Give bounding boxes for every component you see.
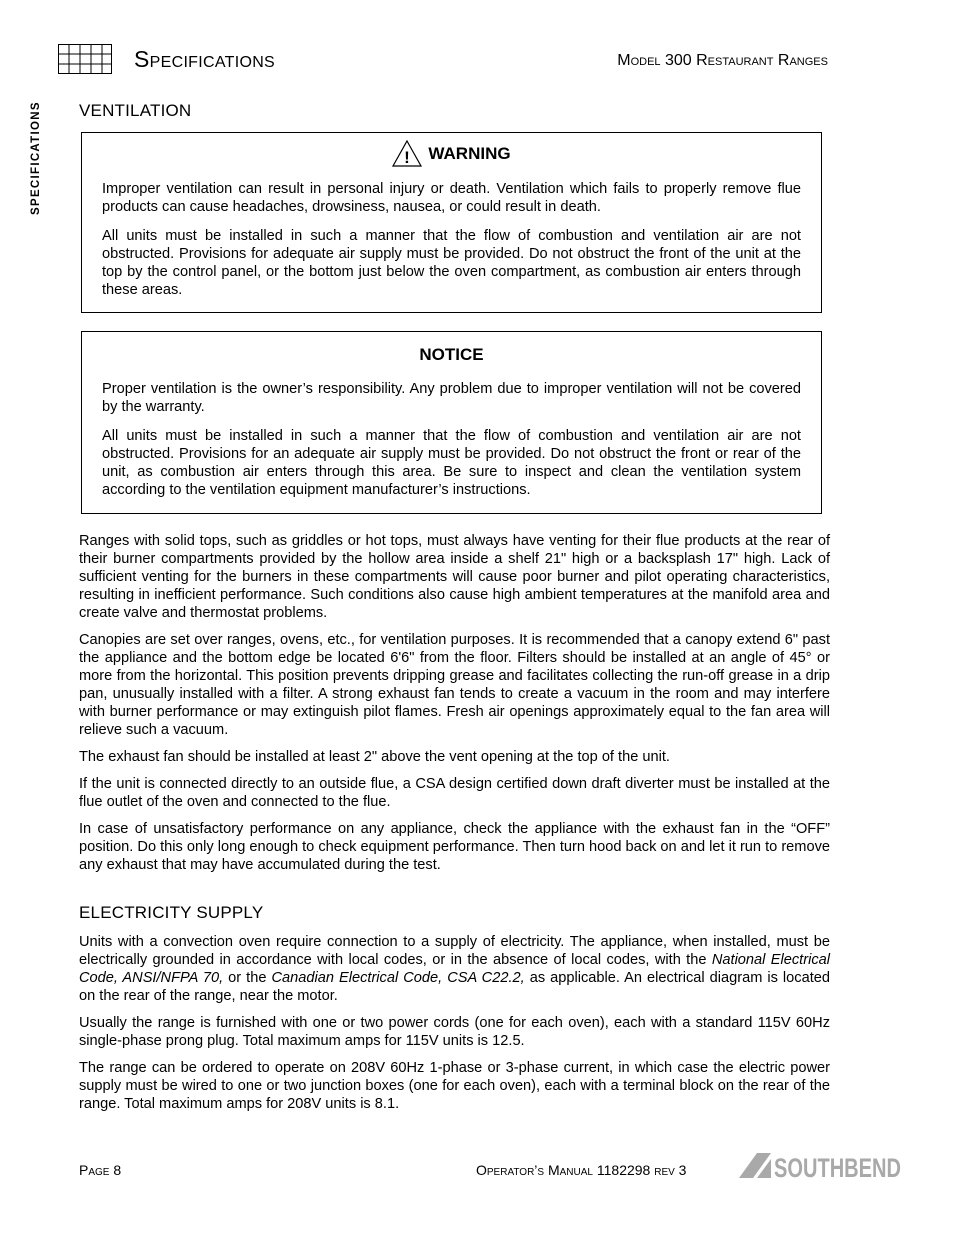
- warning-paragraph: All units must be installed in such a manner that the flow of combustion and ventilation air are not obstructed. Provisions for adequate air supply must be provided. Do not obstruct the front of the unit at the top by the control panel, or the bottom just below the oven compartment, as combustion air enters through these areas.: [102, 228, 801, 298]
- notice-paragraph: Proper ventilation is the owner’s responsibility. Any problem due to improper ventilation will not be covered by the warranty.: [102, 381, 801, 415]
- svg-text:!: !: [404, 148, 411, 167]
- paragraph-text: Units with a convection oven require connection to a supply of electricity. The appliance, when installed, must be electrically grounded in accordance with local codes, or in the absence of local codes, with the: [79, 934, 830, 968]
- body-paragraph: Ranges with solid tops, such as griddles or hot tops, must always have venting for their flue products at the rear of their burner compartments provided by the hollow area inside a shelf 21" high or a backsplash 17" high. Lack of sufficient venting for the burners in these compartments will cause poor burner and pilot operating characteristics, resulting in inefficient performance. Such conditions also cause high ambient temperatures at the manifold area and create valve and thermostat problems.: [79, 533, 830, 621]
- paragraph-text: or the: [223, 970, 272, 986]
- warning-title-row: [102, 140, 801, 167]
- grid-logo-icon: [58, 44, 112, 74]
- body-paragraph: Usually the range is furnished with one or two power cords (one for each oven), each with a standard 115V 60Hz single-phase prong plug. Total maximum amps for 115V units is 12.5.: [79, 1015, 830, 1049]
- southbend-logo-icon: [737, 1150, 903, 1183]
- warning-title: WARNING: [428, 143, 511, 163]
- ventilation-body: [79, 532, 830, 883]
- body-paragraph: The range can be ordered to operate on 208V 60Hz 1-phase or 3-phase current, in which case the electric power supply must be wired to one or two junction boxes (one for each oven), each with a terminal block on the rear of the range. Total maximum amps for 208V units is 8.1.: [79, 1060, 830, 1112]
- body-paragraph: If the unit is connected directly to an outside flue, a CSA design certified down draft diverter must be installed at the flue outlet of the oven and connected to the flue.: [79, 776, 830, 810]
- body-paragraph: Canopies are set over ranges, ovens, etc., for ventilation purposes. It is recommended that a canopy extend 6" past the appliance and the bottom edge be located 6'6" from the floor. Filters should be installed at an angle of 45° or more from the horizontal. This position prevents dripping grease and facilitates collecting the run-off grease in a drip pan, unusually installed with a filter. A strong exhaust fan tends to create a vacuum in the room and may interfere with burner performance or may extinguish pilot flames. Fresh air openings approximately equal to the fan area will relieve such a vacuum.: [79, 632, 830, 738]
- electricity-heading: ELECTRICITY SUPPLY: [79, 903, 264, 922]
- notice-box: [81, 331, 822, 514]
- body-paragraph: The exhaust fan should be installed at least 2" above the vent opening at the top of the unit.: [79, 749, 670, 765]
- code-reference: Canadian Electrical Code, CSA C22.2,: [271, 970, 525, 986]
- body-paragraph: In case of unsatisfactory performance on any appliance, check the appliance with the exhaust fan in the “OFF” position. Do this only long enough to check equipment performance. Then turn hood back on and let it run to remove any exhaust that may have accumulated during the test.: [79, 821, 830, 873]
- warning-box: [81, 132, 822, 313]
- warning-paragraph: Improper ventilation can result in personal injury or death. Ventilation which fails to properly remove flue products can cause headaches, drowsiness, nausea, or could result in death.: [102, 181, 801, 215]
- logo-text: SOUTHBEND: [774, 1153, 901, 1183]
- model-title: Model 300 Restaurant Ranges: [617, 52, 828, 69]
- ventilation-heading: VENTILATION: [79, 101, 192, 120]
- manual-id: Operator’s Manual 1182298 rev 3: [476, 1162, 687, 1178]
- notice-paragraph: All units must be installed in such a manner that the flow of combustion and ventilation air are not obstructed. Provisions for an adequate air supply must be provided. Do not obstruct the front or rear of the unit, as combustion air enters through this area. Be sure to inspect and clean the ventilation system according to the ventilation equipment manufacturer’s instructions.: [102, 428, 801, 498]
- code-reference: National Electrical Code, ANSI/NFPA 70,: [79, 952, 830, 986]
- notice-title: NOTICE: [419, 345, 484, 364]
- side-tab-label: SPECIFICATIONS: [30, 101, 42, 215]
- page-title: Specifications: [134, 46, 276, 72]
- electricity-body: [79, 933, 830, 1122]
- page-number: Page 8: [79, 1162, 122, 1178]
- warning-triangle-icon: [392, 140, 422, 167]
- body-paragraph: [79, 933, 830, 1005]
- paragraph-text: as applicable. An electrical diagram is located on the rear of the range, near the motor.: [79, 970, 830, 1004]
